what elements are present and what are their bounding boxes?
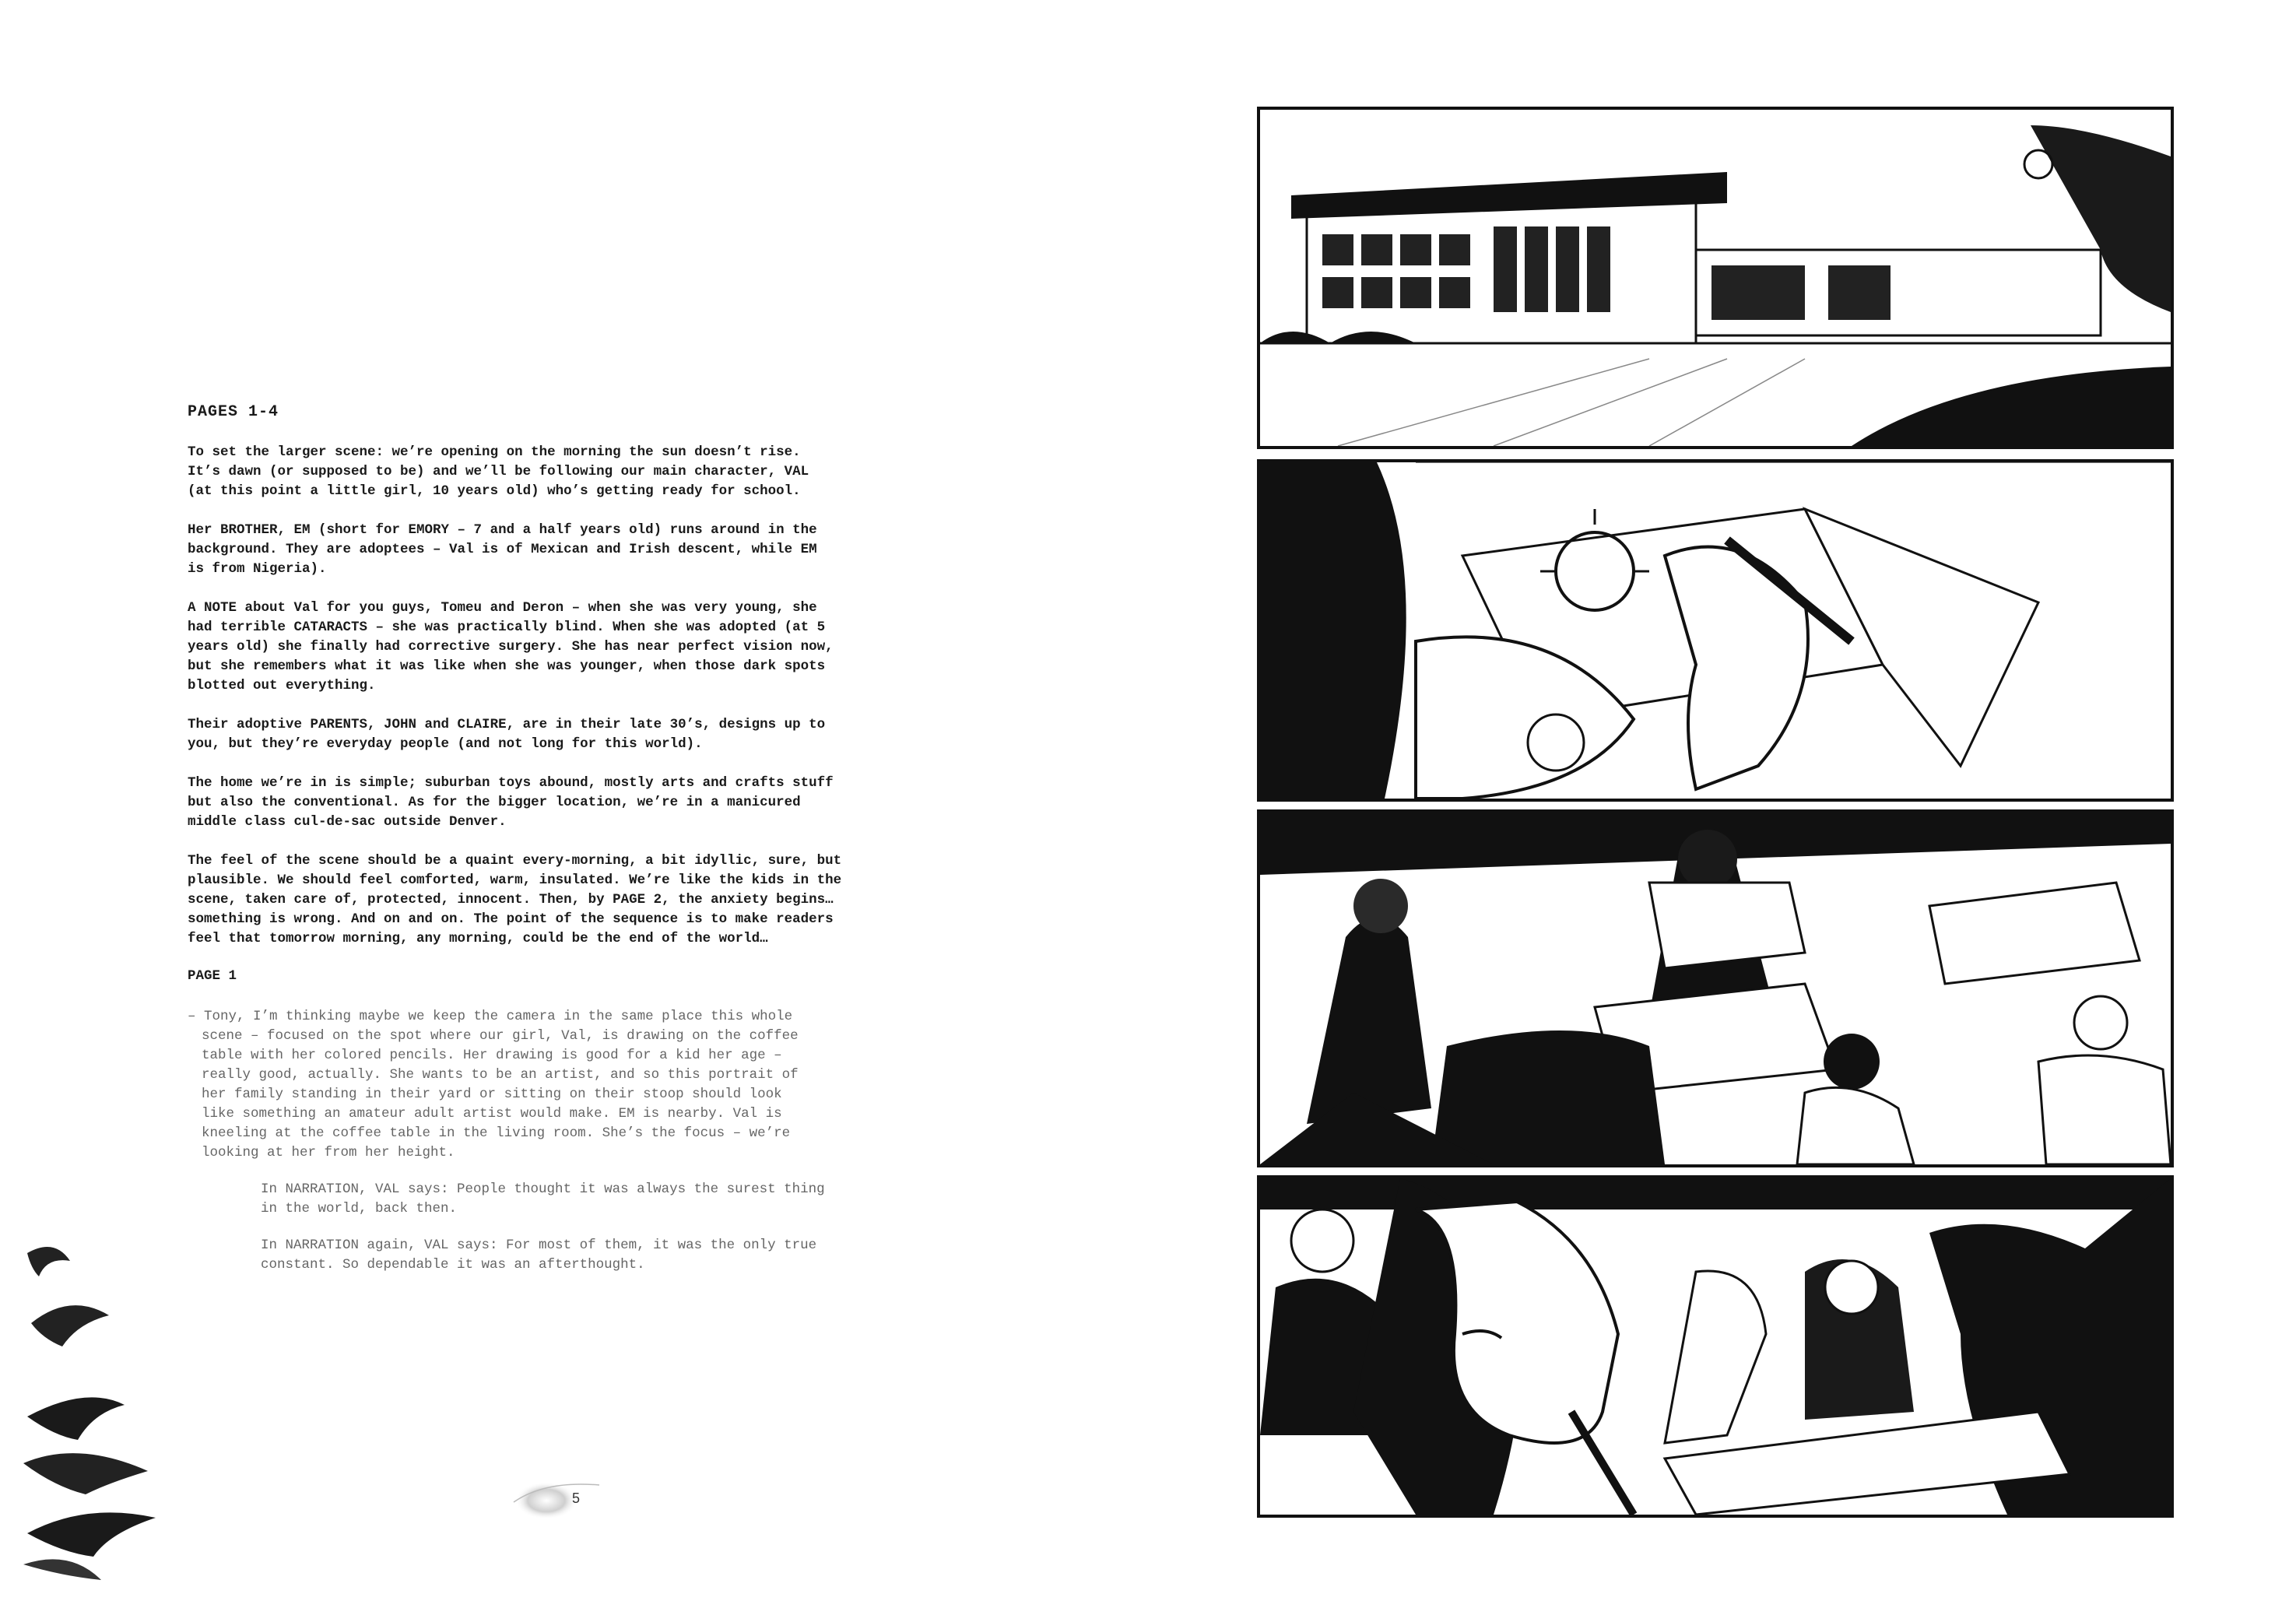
comic-panel-drawing-closeup bbox=[1257, 459, 2174, 802]
page-number-text: 5 bbox=[572, 1490, 581, 1506]
comic-panel-val-profile bbox=[1257, 1175, 2174, 1518]
comic-panel-classroom bbox=[1257, 809, 2174, 1167]
page-label: PAGE 1 bbox=[188, 968, 237, 984]
narration-line: In NARRATION, VAL says: People thought it was always the surest thing in the world, back then. bbox=[261, 1181, 825, 1217]
script-paragraph: A NOTE about Val for you guys, Tomeu and Deron – when she was very young, she had terrible CATARACTS – she was practically blind. When she was adopted (at 5 years old) she finally had corrective surgery. She has near perfect vision now, but she remembers what it was like when she was younger, when those dark spots blotted out everything. bbox=[188, 600, 834, 693]
script-heading: PAGES 1-4 bbox=[188, 403, 279, 421]
decorative-leaves-illustration bbox=[23, 1238, 171, 1588]
script-paragraph: Her BROTHER, EM (short for EMORY – 7 and a half years old) runs around in the background. They are adoptees – Val is of Mexican and Irish descent, while EM is from Nigeria). bbox=[188, 522, 817, 577]
script-paragraph: The home we’re in is simple; suburban toys abound, mostly arts and crafts stuff but also the conventional. As for the bigger location, we’re in a manicured middle class cul-de-sac outside Denver. bbox=[188, 775, 834, 830]
script-text bbox=[188, 403, 904, 1292]
script-paragraph: Their adoptive PARENTS, JOHN and CLAIRE, are in their late 30’s, designs up to you, but they’re everyday people (and not long for this world). bbox=[188, 717, 826, 752]
comic-page bbox=[1148, 0, 2296, 1615]
panel-direction: – Tony, I’m thinking maybe we keep the camera in the same place this whole scene – focused on the spot where our girl, Val, is drawing on the coffee table with her colored pencils. Her drawing is good for a kid her age – really good, actually. She wants to be an artist, and so this portrait of her family standing in their yard or sitting on their stoop should look like something an amateur adult artist would make. EM is nearby. Val is kneeling at the coffee table in the living room. She’s the focus – we’re looking at her from her height. bbox=[188, 1009, 799, 1160]
page-number bbox=[498, 1479, 615, 1522]
script-paragraph: The feel of the scene should be a quaint every-morning, a bit idyllic, sure, but plausible. We should feel comforted, warm, insulated. We’re like the kids in the scene, taken care of, protected, innocent. Then, by PAGE 2, the anxiety begins… something is wrong. And on and on. The point of the sequence is to make readers feel that tomorrow morning, any morning, could be the end of the world… bbox=[188, 853, 842, 946]
narration-line: In NARRATION again, VAL says: For most of them, it was the only true constant. So dependable it was an afterthought. bbox=[261, 1238, 817, 1273]
script-paragraph: To set the larger scene: we’re opening on the morning the sun doesn’t rise. It’s dawn (or supposed to be) and we’ll be following our main character, VAL (at this point a little girl, 10 years old) who’s getting ready for school. bbox=[188, 444, 809, 499]
comic-panel-school-exterior bbox=[1257, 107, 2174, 449]
